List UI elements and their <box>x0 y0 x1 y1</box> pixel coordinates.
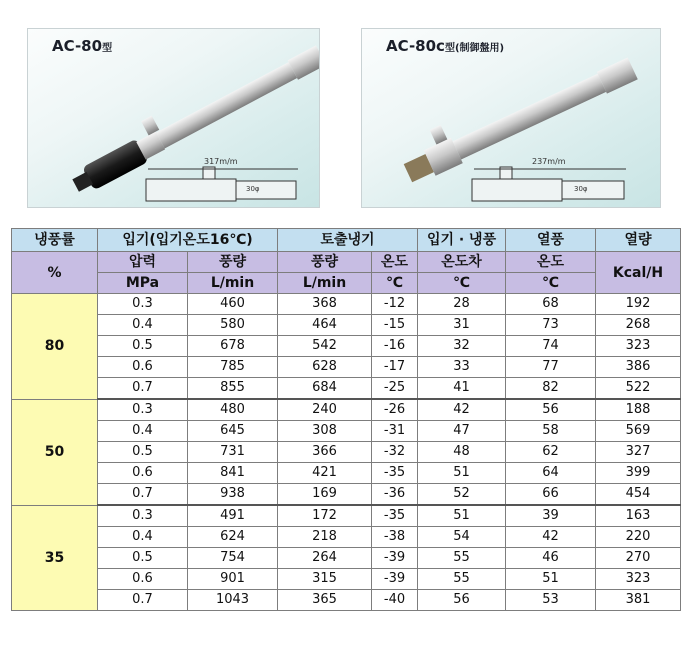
table-cell: 51 <box>506 569 596 590</box>
table-cell: -39 <box>372 548 418 569</box>
table-cell: 172 <box>278 505 372 527</box>
table-row <box>12 484 681 506</box>
table-row <box>12 527 681 548</box>
table-cell: -25 <box>372 378 418 400</box>
header-cell: 냉풍률 <box>12 229 98 252</box>
table-cell: 53 <box>506 590 596 611</box>
table-cell: 220 <box>596 527 681 548</box>
header-cell: 온도 <box>506 252 596 273</box>
table-cell: 0.6 <box>98 463 188 484</box>
table-cell: 0.7 <box>98 484 188 506</box>
table-cell: -32 <box>372 442 418 463</box>
table-cell: 754 <box>188 548 278 569</box>
table-row <box>12 378 681 400</box>
table-row <box>12 315 681 336</box>
table-cell: -35 <box>372 505 418 527</box>
table-cell: -38 <box>372 527 418 548</box>
header-cell: 풍량 <box>278 252 372 273</box>
table-cell: 73 <box>506 315 596 336</box>
table-cell: 77 <box>506 357 596 378</box>
table-cell: 42 <box>418 399 506 421</box>
table-cell: 0.4 <box>98 527 188 548</box>
table-cell: -15 <box>372 315 418 336</box>
table-cell: 464 <box>278 315 372 336</box>
table-cell: 0.7 <box>98 590 188 611</box>
table-row <box>12 569 681 590</box>
table-cell: -16 <box>372 336 418 357</box>
table-row <box>12 399 681 421</box>
table-row <box>12 336 681 357</box>
table-cell: -36 <box>372 484 418 506</box>
table-cell: 264 <box>278 548 372 569</box>
table-cell: 421 <box>278 463 372 484</box>
table-row <box>12 548 681 569</box>
air-cooler-illustration <box>28 29 319 207</box>
table-cell: 188 <box>596 399 681 421</box>
header-cell: 열풍 <box>506 229 596 252</box>
header-cell: 풍량 <box>188 252 278 273</box>
table-cell: 323 <box>596 336 681 357</box>
table-cell: 0.7 <box>98 378 188 400</box>
unit-cell: L/min <box>278 273 372 294</box>
table-cell: 58 <box>506 421 596 442</box>
cooling-ratio-cell: 35 <box>12 505 98 611</box>
header-cell: 온도 <box>372 252 418 273</box>
header-row <box>12 229 681 252</box>
table-cell: 0.4 <box>98 421 188 442</box>
table-cell: 645 <box>188 421 278 442</box>
table-cell: 52 <box>418 484 506 506</box>
table-cell: 218 <box>278 527 372 548</box>
header-cell: 압력 <box>98 252 188 273</box>
header-cell: 입기(입기온도16℃) <box>98 229 278 252</box>
table-cell: 31 <box>418 315 506 336</box>
table-cell: 240 <box>278 399 372 421</box>
table-cell: 270 <box>596 548 681 569</box>
table-cell: -17 <box>372 357 418 378</box>
table-cell: 522 <box>596 378 681 400</box>
table-cell: 68 <box>506 294 596 315</box>
header-cell: Kcal/H <box>596 252 681 294</box>
length-dimension-label: 237m/m <box>532 157 566 166</box>
table-cell: 480 <box>188 399 278 421</box>
table-cell: 366 <box>278 442 372 463</box>
header-cell: 열량 <box>596 229 681 252</box>
table-row <box>12 442 681 463</box>
table-row <box>12 421 681 442</box>
table-cell: 48 <box>418 442 506 463</box>
table-cell: 841 <box>188 463 278 484</box>
table-cell: 0.5 <box>98 548 188 569</box>
unit-cell: L/min <box>188 273 278 294</box>
unit-cell: ℃ <box>418 273 506 294</box>
table-cell: 0.5 <box>98 442 188 463</box>
diameter-label: 30φ <box>574 185 588 193</box>
table-cell: 0.4 <box>98 315 188 336</box>
model-caption: AC-80c型(制御盤用) <box>386 37 505 55</box>
product-photo-ac80 <box>27 28 320 208</box>
table-cell: 268 <box>596 315 681 336</box>
table-cell: 678 <box>188 336 278 357</box>
table-cell: 731 <box>188 442 278 463</box>
table-cell: 163 <box>596 505 681 527</box>
header-cell: 입기 · 냉풍 <box>418 229 506 252</box>
table-cell: -40 <box>372 590 418 611</box>
table-cell: 0.6 <box>98 569 188 590</box>
table-cell: 327 <box>596 442 681 463</box>
table-cell: 785 <box>188 357 278 378</box>
table-cell: 855 <box>188 378 278 400</box>
table-cell: -35 <box>372 463 418 484</box>
table-cell: 55 <box>418 569 506 590</box>
table-cell: 381 <box>596 590 681 611</box>
table-row <box>12 505 681 527</box>
table-cell: 0.3 <box>98 294 188 315</box>
table-cell: 399 <box>596 463 681 484</box>
table-cell: 308 <box>278 421 372 442</box>
table-row <box>12 357 681 378</box>
table-cell: 0.3 <box>98 399 188 421</box>
table-cell: 192 <box>596 294 681 315</box>
product-photo-ac80c <box>361 28 661 208</box>
table-cell: 569 <box>596 421 681 442</box>
table-cell: 55 <box>418 548 506 569</box>
table-cell: 41 <box>418 378 506 400</box>
unit-cell: ℃ <box>372 273 418 294</box>
spec-table <box>11 228 681 611</box>
table-cell: 62 <box>506 442 596 463</box>
table-cell: 365 <box>278 590 372 611</box>
header-cell: % <box>12 252 98 294</box>
table-cell: 39 <box>506 505 596 527</box>
cooling-ratio-cell: 50 <box>12 399 98 505</box>
table-cell: 460 <box>188 294 278 315</box>
header-cell: 온도차 <box>418 252 506 273</box>
table-cell: 32 <box>418 336 506 357</box>
unit-cell: MPa <box>98 273 188 294</box>
table-cell: 169 <box>278 484 372 506</box>
table-cell: 1043 <box>188 590 278 611</box>
table-row <box>12 590 681 611</box>
table-cell: 315 <box>278 569 372 590</box>
table-cell: 56 <box>418 590 506 611</box>
header-row <box>12 252 681 273</box>
table-cell: 901 <box>188 569 278 590</box>
table-cell: 0.3 <box>98 505 188 527</box>
diameter-label: 30φ <box>246 185 260 193</box>
table-cell: 33 <box>418 357 506 378</box>
table-cell: 46 <box>506 548 596 569</box>
table-cell: 323 <box>596 569 681 590</box>
table-cell: 0.6 <box>98 357 188 378</box>
unit-cell: ℃ <box>506 273 596 294</box>
header-row <box>12 273 681 294</box>
table-cell: 74 <box>506 336 596 357</box>
table-cell: 51 <box>418 463 506 484</box>
table-cell: 54 <box>418 527 506 548</box>
table-row <box>12 463 681 484</box>
table-cell: 82 <box>506 378 596 400</box>
table-cell: 938 <box>188 484 278 506</box>
table-cell: 66 <box>506 484 596 506</box>
table-cell: 542 <box>278 336 372 357</box>
table-cell: -31 <box>372 421 418 442</box>
table-cell: 42 <box>506 527 596 548</box>
table-cell: 580 <box>188 315 278 336</box>
table-row <box>12 294 681 315</box>
table-cell: 491 <box>188 505 278 527</box>
cooling-ratio-cell: 80 <box>12 294 98 400</box>
table-cell: 684 <box>278 378 372 400</box>
header-cell: 토출냉기 <box>278 229 418 252</box>
table-body <box>12 294 681 611</box>
table-cell: -26 <box>372 399 418 421</box>
table-cell: 28 <box>418 294 506 315</box>
table-cell: 47 <box>418 421 506 442</box>
air-cooler-illustration <box>362 29 660 207</box>
table-cell: 368 <box>278 294 372 315</box>
table-cell: 386 <box>596 357 681 378</box>
table-cell: 64 <box>506 463 596 484</box>
table-cell: 56 <box>506 399 596 421</box>
table-cell: 624 <box>188 527 278 548</box>
table-cell: -12 <box>372 294 418 315</box>
table-cell: 628 <box>278 357 372 378</box>
length-dimension-label: 317m/m <box>204 157 238 166</box>
table-cell: 454 <box>596 484 681 506</box>
table-cell: 0.5 <box>98 336 188 357</box>
model-caption: AC-80型 <box>52 37 113 55</box>
table-cell: 51 <box>418 505 506 527</box>
table-cell: -39 <box>372 569 418 590</box>
